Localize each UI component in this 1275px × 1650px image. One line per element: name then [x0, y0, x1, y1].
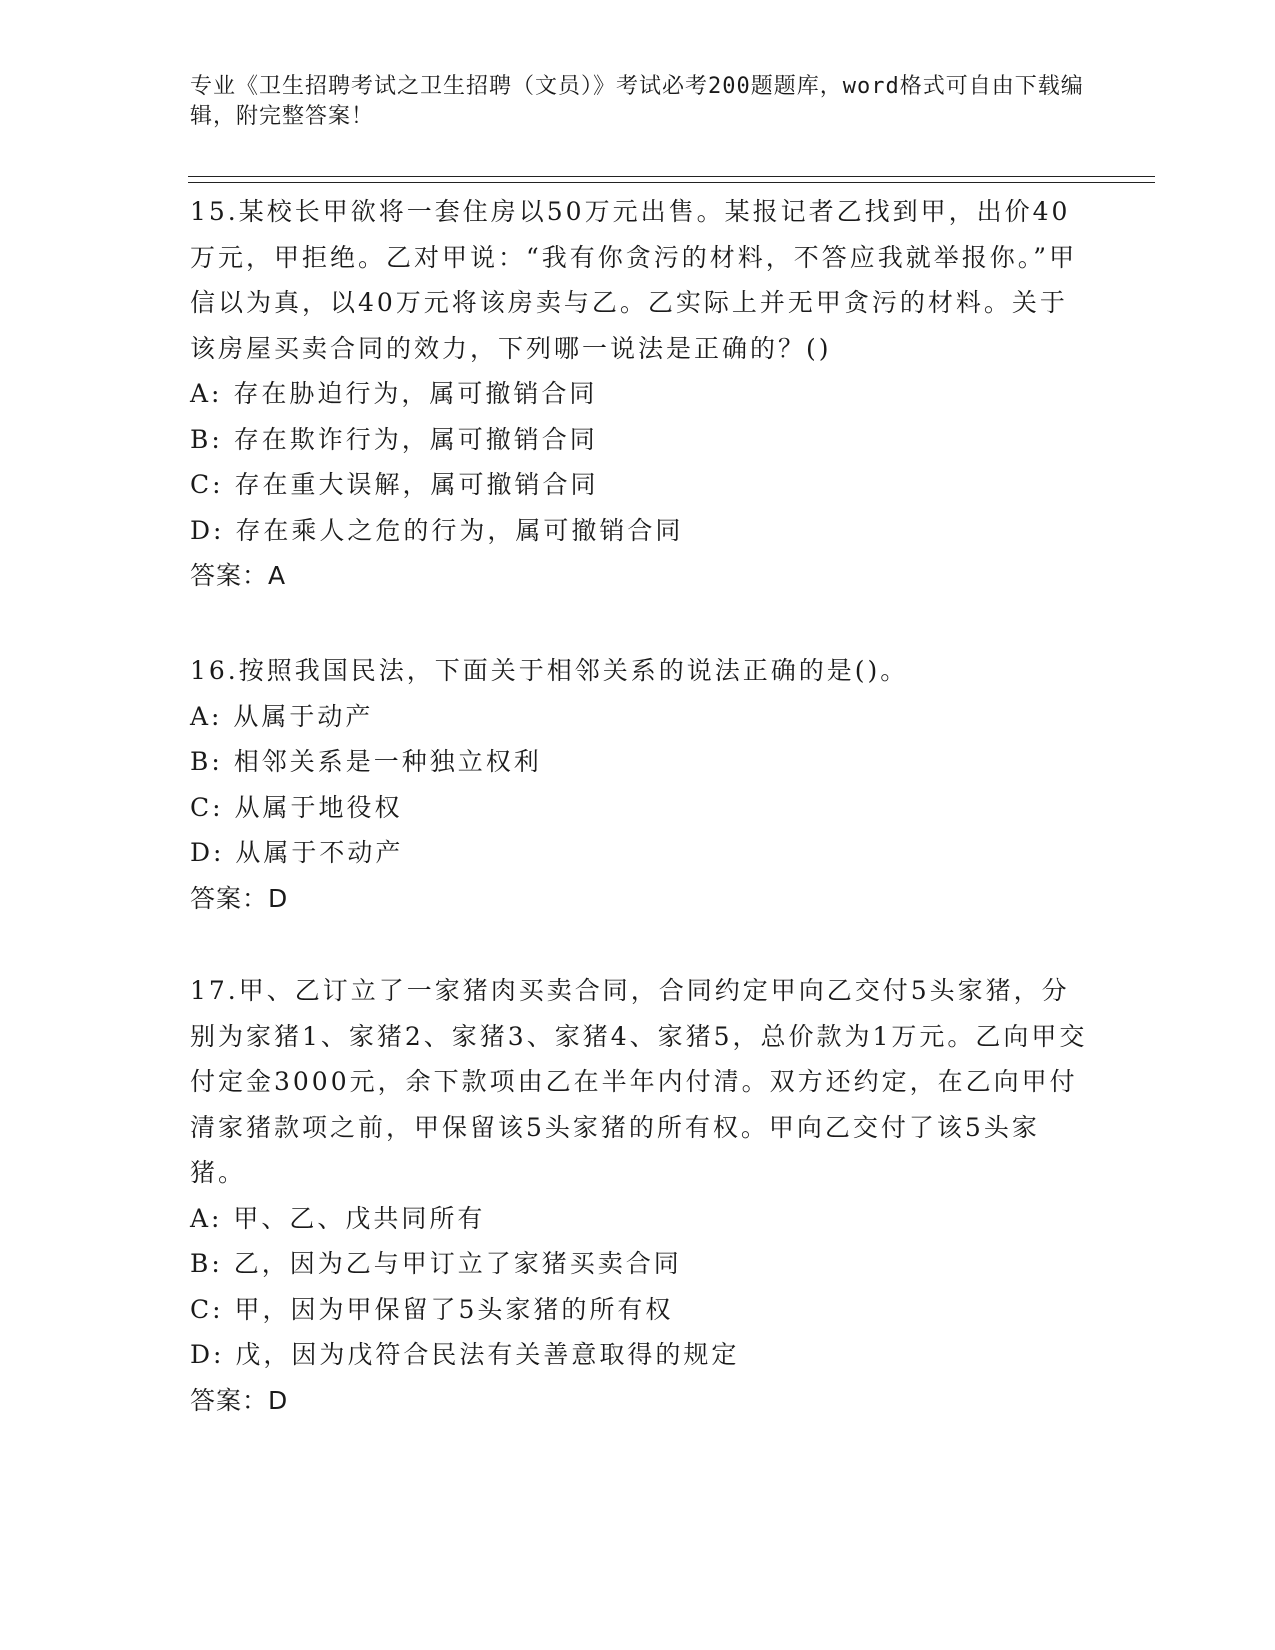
- question-stem: 16.按照我国民法，下面关于相邻关系的说法正确的是()。: [190, 656, 909, 685]
- answer-line: 答案：D: [190, 1385, 289, 1415]
- document-header: 专业《卫生招聘考试之卫生招聘（文员）》考试必考200题题库，word格式可自由下载编辑，附完整答案！: [190, 74, 1084, 129]
- question-17: [190, 968, 1090, 1423]
- option-c: C: 甲，因为甲保留了5头家猪的所有权: [190, 1294, 674, 1324]
- option-b: B: 相邻关系是一种独立权利: [190, 747, 542, 776]
- option-c: C: 从属于地役权: [190, 792, 403, 822]
- header-divider-bottom: [188, 182, 1155, 183]
- option-d: D: 戊，因为戊符合民法有关善意取得的规定: [190, 1340, 740, 1369]
- option-b: B: 存在欺诈行为，属可撤销合同: [190, 424, 598, 454]
- option-a: A: 从属于动产: [190, 701, 374, 731]
- option-d: D: 从属于不动产: [190, 838, 404, 867]
- answer-line: 答案：A: [190, 561, 287, 590]
- option-a: A: 存在胁迫行为，属可撤销合同: [190, 379, 598, 408]
- question-stem: 15.某校长甲欲将一套住房以50万元出售。某报记者乙找到甲，出价40万元，甲拒绝。乙对甲说：“我有你贪污的材料，不答应我就举报你。”甲信以为真，以40万元将该房卖与乙。乙实际上并无甲贪污的材料。关于该房屋买卖合同的效力，下列哪一说法是正确的？(): [190, 197, 1078, 363]
- answer-line: 答案：D: [190, 883, 289, 913]
- option-a: A: 甲、乙、戊共同所有: [190, 1203, 486, 1233]
- question-15: [190, 189, 1090, 599]
- question-16: [190, 648, 1090, 921]
- option-d: D: 存在乘人之危的行为，属可撤销合同: [190, 515, 684, 545]
- header-divider-top: [188, 176, 1155, 177]
- option-c: C: 存在重大误解，属可撤销合同: [190, 470, 599, 499]
- option-b: B: 乙，因为乙与甲订立了家猪买卖合同: [190, 1249, 682, 1278]
- question-stem: 17.甲、乙订立了一家猪肉买卖合同，合同约定甲向乙交付5头家猪，分别为家猪1、家猪2、家猪3、家猪4、家猪5，总价款为1万元。乙向甲交付定金3000元，余下款项由乙在半年内付清。双方还约定，在乙向甲付清家猪款项之前，甲保留该5头家猪的所有权。甲向乙交付了该5头家猪。: [190, 976, 1088, 1187]
